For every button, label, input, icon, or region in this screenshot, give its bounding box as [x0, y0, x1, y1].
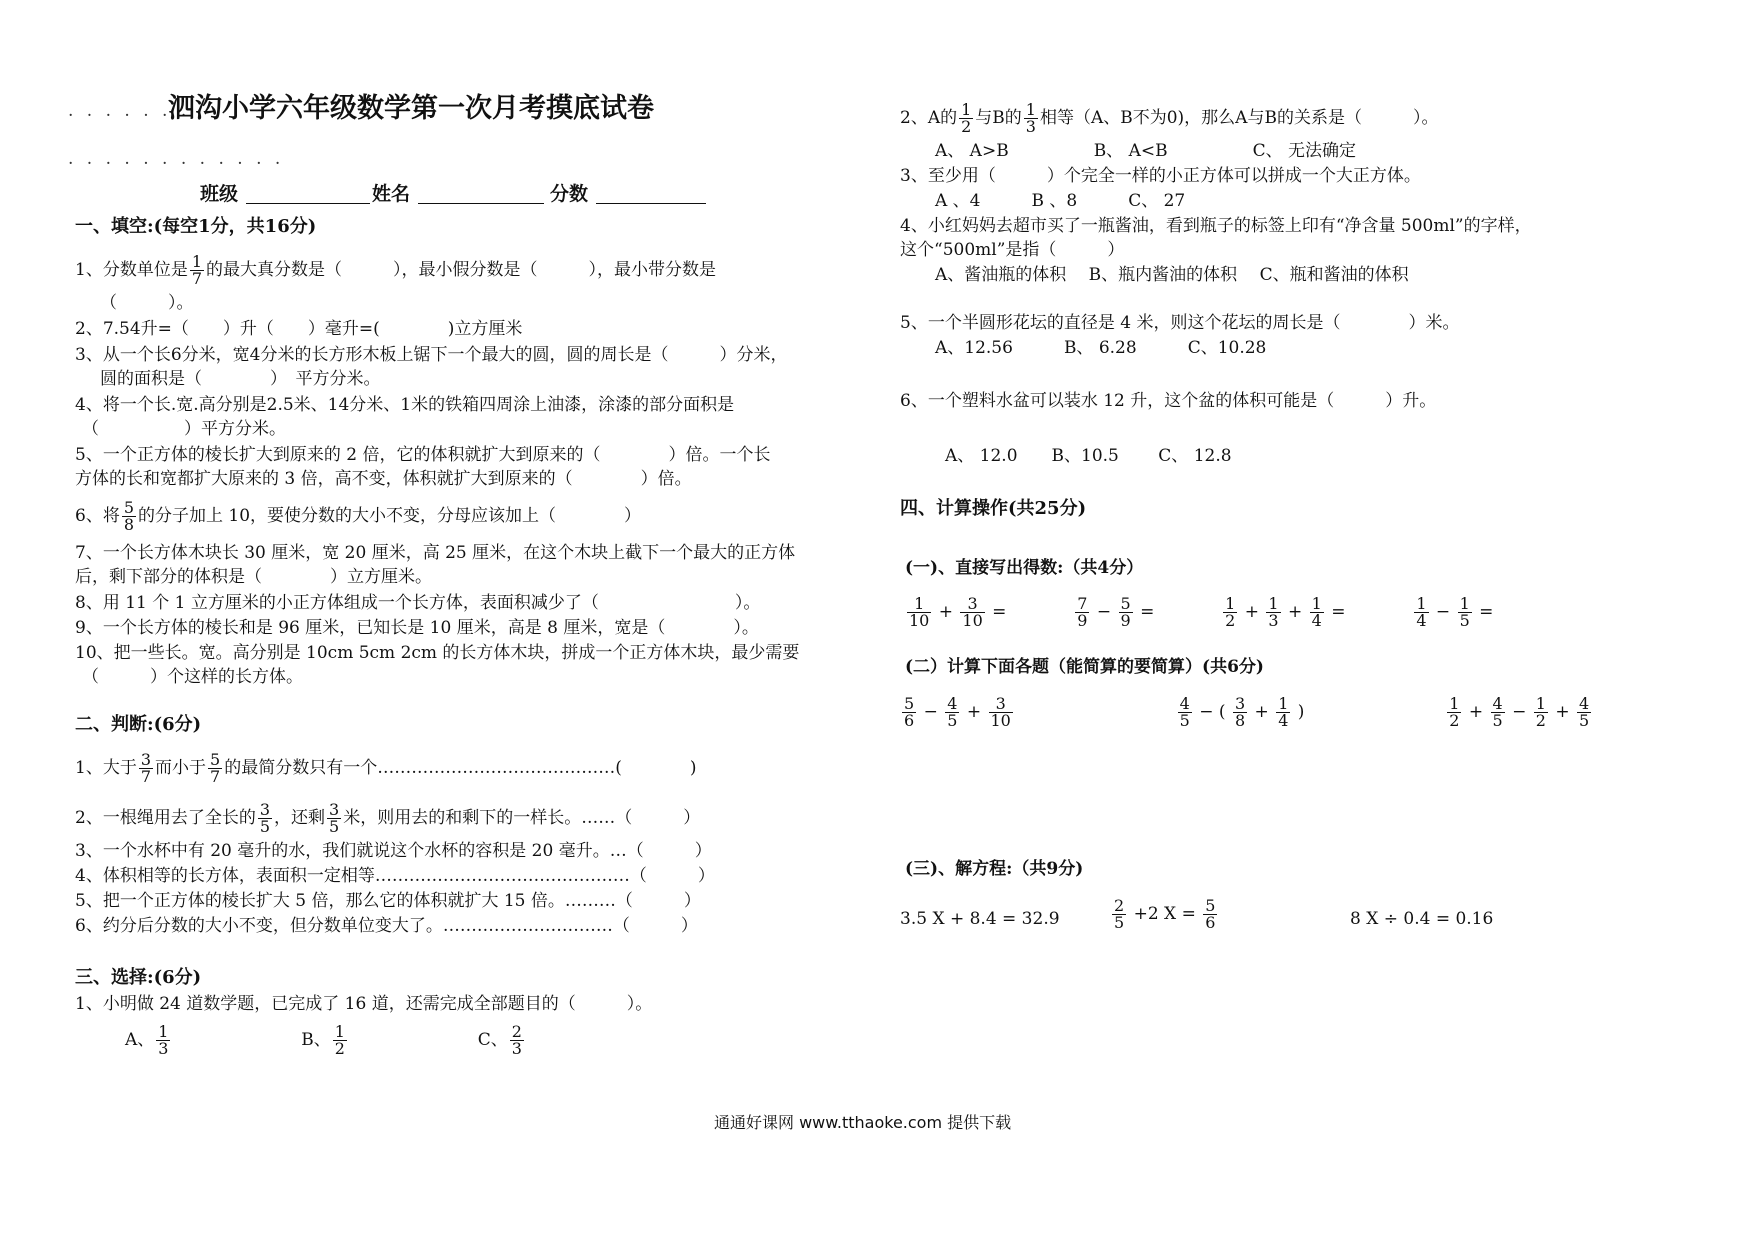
- s3-q1-options: A、 $\frac{1}{3}$ B、 $\frac{1}{2}$ C、 $\frac{2}{3}$: [125, 1022, 522, 1058]
- s4-equation-2: $\frac{2}{5}$ +2 X = $\frac{5}{6}$: [1114, 896, 1216, 932]
- s3-q5-options: A、12.56 B、 6.28 C、10.28: [935, 338, 1267, 358]
- s1-q2: 2、7.54升=（ ）升（ ）毫升=( )立方厘米: [75, 319, 523, 339]
- s3-q4-options: A、酱油瓶的体积 B、瓶内酱油的体积 C、瓶和酱油的体积: [935, 265, 1409, 285]
- s3-q4-line2: 这个“500ml”是指（ ）: [900, 240, 1125, 260]
- fraction-1-2: $\frac{1}{2}$: [334, 1022, 345, 1058]
- s4-equation-1: 3.5 X + 8.4 = 32.9: [900, 909, 1060, 929]
- section-2-title: 二、判断:(6分): [75, 714, 202, 735]
- s3-q4-line1: 4、小红妈妈去超市买了一瓶酱油，看到瓶子的标签上印有“净含量 500ml”的字样，: [900, 216, 1532, 236]
- s4-part3-title: (三)、解方程:（共9分): [905, 859, 1084, 879]
- s1-q6: 6、将 $\frac{5}{8}$ 的分子加上 10，要使分数的大小不变，分母应该加上（ ）: [75, 498, 642, 534]
- fraction-3-7: $\frac{3}{7}$: [140, 750, 152, 786]
- s1-q8: 8、用 11 个 1 立方厘米的小正方体组成一个长方体，表面积减少了（ ）。: [75, 593, 761, 613]
- s2-q3: 3、一个水杯中有 20 毫升的水，我们就说这个水杯的容积是 20 毫升。…（ ）: [75, 841, 712, 861]
- s4-part1-expressions: $\frac{1}{10}$ + $\frac{3}{10}$ = $\frac{7}{9}$ − $\frac{5}{9}$ = $\frac{1}{2}$ + $\frac{1}{3}$ + $\frac{1}{4}$ = $\frac{1}{4}$ − $\frac{1}{5}$ =: [909, 594, 1494, 630]
- fraction-5-7: $\frac{5}{7}$: [210, 750, 221, 786]
- s2-q5: 5、把一个正方体的棱长扩大 5 倍，那么它的体积就扩大 15 倍。………（ ）: [75, 891, 701, 911]
- fraction-1-3: $\frac{1}{3}$: [1025, 100, 1036, 136]
- s1-q10-line1: 10、把一些长。宽。高分别是 10cm 5cm 2cm 的长方体木块，拼成一个正方体木块，最少需要: [75, 643, 800, 663]
- s2-q1: 1、大于 $\frac{3}{7}$ 而小于 $\frac{5}{7}$ 的最简分数只有一个……………………………………( ): [75, 750, 697, 786]
- name-field[interactable]: [418, 183, 544, 204]
- s3-q1: 1、小明做 24 道数学题，已完成了 16 道，还需完成全部题目的（ ）。: [75, 994, 653, 1014]
- s2-q6: 6、约分后分数的大小不变，但分数单位变大了。…………………………（ ）: [75, 916, 698, 936]
- fraction-3-5b: $\frac{3}{5}$: [329, 800, 340, 836]
- name-label: 姓名: [372, 183, 411, 205]
- s4-equation-3: 8 X ÷ 0.4 = 0.16: [1350, 909, 1494, 929]
- score-label: 分数: [550, 183, 589, 205]
- page-title: 泗沟小学六年级数学第一次月考摸底试卷: [168, 93, 654, 124]
- fraction-1-3: $\frac{1}{3}$: [158, 1022, 169, 1058]
- s1-q10-line2: （ ）个这样的长方体。: [82, 667, 303, 687]
- s3-q5: 5、一个半圆形花坛的直径是 4 米，则这个花坛的周长是（ ）米。: [900, 313, 1460, 333]
- s1-q1-line2: （ ）。: [100, 293, 194, 313]
- s1-q3-line2: 圆的面积是（ ） 平方分米。: [100, 369, 381, 389]
- score-field[interactable]: [596, 183, 706, 204]
- s1-q4-line1: 4、将一个长.宽.高分别是2.5米、14分米、1米的铁箱四周涂上油漆，涂漆的部分面积是: [75, 395, 735, 415]
- fraction-5-8: $\frac{5}{8}$: [123, 498, 135, 534]
- fraction-3-5: $\frac{3}{5}$: [259, 800, 271, 836]
- s3-q2-options: A、 A>B B、 A<B C、 无法确定: [935, 141, 1357, 161]
- s3-q2: 2、A的 $\frac{1}{2}$ 与B的 $\frac{1}{3}$ 相等（A、B不为0)，那么A与B的关系是（ ）。: [900, 100, 1439, 136]
- s3-q3: 3、至少用（ ）个完全一样的小正方体可以拼成一个大正方体。: [900, 166, 1421, 186]
- leader-dots: . . . . . . . . . . . .: [68, 149, 285, 169]
- s3-q3-options: A 、4 B 、8 C、 27: [935, 191, 1186, 211]
- s1-q9: 9、一个长方体的棱长和是 96 厘米，已知长是 10 厘米，高是 8 厘米，宽是（ ）。: [75, 618, 759, 638]
- s1-q1-line1: 1、分数单位是 $\frac{1}{7}$ 的最大真分数是（ ），最小假分数是（ ），最小带分数是: [75, 252, 717, 288]
- fraction-2-3: $\frac{2}{3}$: [511, 1022, 522, 1058]
- section-4-title: 四、计算操作(共25分): [900, 498, 1087, 519]
- s1-q5-line1: 5、一个正方体的棱长扩大到原来的 2 倍，它的体积就扩大到原来的（ ）倍。一个长: [75, 445, 771, 465]
- s3-q6-options: A、 12.0 B、10.5 C、 12.8: [945, 446, 1232, 466]
- footer-source: 通通好课网 www.tthaoke.com 提供下载: [714, 1113, 1012, 1132]
- section-1-title: 一、填空:(每空1分，共16分): [75, 216, 317, 237]
- s2-q4: 4、体积相等的长方体，表面积一定相等………………………………………（ ）: [75, 866, 715, 886]
- s1-q7-line1: 7、一个长方体木块长 30 厘米，宽 20 厘米，高 25 厘米，在这个木块上截下一个最大的正方体: [75, 543, 796, 563]
- class-field[interactable]: [246, 183, 370, 204]
- s4-part2-expressions: $\frac{5}{6}$ − $\frac{4}{5}$ + $\frac{3}{10}$ $\frac{4}{5}$ − ( $\frac{3}{8}$ + $\frac{1}{4}$ ) $\frac{1}{2}$ + $\frac{4}{5}$ − $\frac{1}{2}$ + $\frac{4}{5}$: [904, 694, 1590, 730]
- class-label: 班级: [200, 183, 239, 205]
- leader-dots: . . . . . . .: [68, 101, 191, 121]
- s1-q3-line1: 3、从一个长6分米，宽4分米的长方形木板上锯下一个最大的圆，圆的周长是（ ）分米，: [75, 345, 788, 365]
- fraction-1-2: $\frac{1}{2}$: [961, 100, 972, 136]
- fraction-1-7: $\frac{1}{7}$: [191, 252, 203, 288]
- s4-part1-title: (一)、直接写出得数:（共4分）: [905, 558, 1144, 578]
- section-3-title: 三、选择:(6分): [75, 967, 202, 988]
- s4-part2-title: (二）计算下面各题（能简算的要简算）(共6分): [905, 657, 1264, 677]
- s1-q5-line2: 方体的长和宽都扩大原来的 3 倍，高不变，体积就扩大到原来的（ ）倍。: [75, 469, 692, 489]
- s3-q6: 6、一个塑料水盆可以装水 12 升，这个盆的体积可能是（ ）升。: [900, 391, 1437, 411]
- s1-q4-line2: （ ）平方分米。: [82, 419, 286, 439]
- s2-q2: 2、一根绳用去了全长的 $\frac{3}{5}$ ，还剩 $\frac{3}{5}$ 米，则用去的和剩下的一样长。……（ ）: [75, 800, 701, 836]
- s1-q7-line2: 后，剩下部分的体积是（ ）立方厘米。: [75, 567, 432, 587]
